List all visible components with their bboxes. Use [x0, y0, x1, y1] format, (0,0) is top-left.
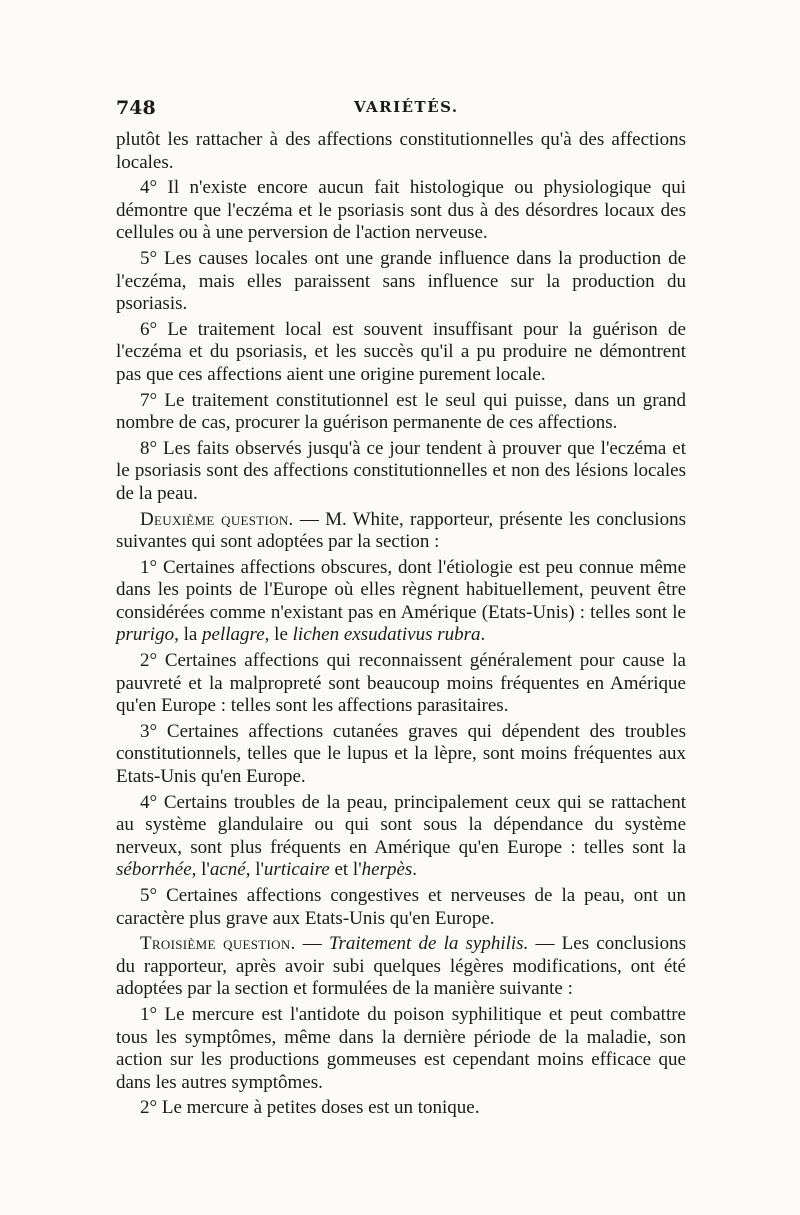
paragraph-item-7: 7° Le traitement constitutionnel est le seul qui puisse, dans un grand nombre de cas, procurer la guérison permanente de ces affections.	[116, 389, 686, 434]
separator: —	[295, 933, 329, 955]
paragraph-conclusion-1	[116, 557, 686, 647]
paragraph-syphilis-2: 2° Le mercure à petites doses est un tonique.	[140, 1097, 480, 1119]
italic-term: lichen exsudativus rubra	[292, 624, 481, 646]
italic-term: prurigo	[116, 624, 175, 646]
italic-term: herpès	[361, 859, 413, 881]
paragraph-text: 1° Certaines affections obscures, dont l'étiologie est peu connue même dans les points de l'Europe où elles règnent habituellement, peuvent être considérées comme n'existant pas en Amérique (Etats-Unis) : telles sont le	[116, 556, 686, 623]
running-head: VARIÉTÉS.	[354, 98, 459, 116]
italic-term: séborrhée	[116, 859, 192, 881]
italic-term: acné	[209, 859, 246, 881]
paragraph-syphilis-1: 1° Le mercure est l'antidote du poison syphilitique et peut combattre tous les symptômes, même dans la dernière période de la maladie, son action sur les productions gommeuses est cependant moins efficace que dans les autres symptômes.	[116, 1003, 686, 1093]
paragraph-item-6: 6° Le traitement local est souvent insuffisant pour la guérison de l'eczéma et du psoriasis, et les succès qu'il a pu produire ne démontrent pas que ces affections aient une origine purement locale.	[116, 318, 686, 385]
section-heading: Deuxième question.	[140, 508, 294, 530]
page-number: 748	[116, 97, 156, 119]
paragraph-item-4: 4° Il n'existe encore aucun fait histologique ou physiologique qui démontre que l'eczéma et le psoriasis sont dus à des désordres locaux des cellules ou à une perversion de l'action nerveuse.	[116, 177, 686, 244]
paragraph-item-5: 5° Les causes locales ont une grande influence dans la production de l'eczéma, mais elles paraissent sans influence sur la production du psoriasis.	[116, 247, 686, 315]
paragraph-conclusion-5: 5° Certaines affections congestives et nerveuses de la peau, ont un caractère plus grave aux Etats-Unis qu'en Europe.	[116, 885, 686, 929]
paragraph-text: — M. White, rapporteur, présente les conclusions suivantes qui sont adoptées par la section :	[116, 508, 686, 553]
separator: , l'	[245, 859, 264, 881]
paragraph-conclusion-3: 3° Certaines affections cutanées graves qui dépendent des troubles constitutionnels, telles que le lupus et la lèpre, sont moins fréquentes aux Etats-Unis qu'en Europe.	[116, 720, 686, 788]
separator: , la	[174, 624, 203, 646]
paragraph-continuation: plutôt les rattacher à des affections constitutionnelles qu'à des affections locales.	[116, 129, 686, 173]
italic-term: pellagre	[202, 624, 265, 646]
page-header	[116, 97, 686, 121]
section-title: Traitement de la syphilis.	[328, 933, 529, 955]
italic-term: urticaire	[263, 859, 330, 881]
paragraph-second-question	[116, 509, 686, 554]
separator: .	[480, 624, 486, 646]
separator: , le	[264, 624, 293, 646]
separator: , l'	[191, 859, 210, 881]
paragraph-third-question	[116, 933, 686, 1001]
paragraph-text: 4° Certains troubles de la peau, principalement ceux qui se rattachent au système glandulaire ou qui sont sous la dépendance du système nerveux, sont plus fréquents en Amérique qu'en Europe : telles sont la	[116, 791, 686, 858]
paragraph-item-8: 8° Les faits observés jusqu'à ce jour tendent à prouver que l'eczéma et le psoriasis sont des affections constitutionnelles et non des lésions locales de la peau.	[116, 437, 686, 504]
section-heading: Troisième question.	[140, 933, 296, 955]
separator: et l'	[329, 859, 362, 881]
paragraph-conclusion-2: 2° Certaines affections qui reconnaissent généralement pour cause la pauvreté et la malpropreté sont beaucoup moins fréquentes en Amérique qu'en Europe : telles sont les affections parasitaires.	[116, 650, 686, 717]
separator: .	[412, 859, 418, 881]
page-body	[116, 129, 686, 1123]
paragraph-conclusion-4	[116, 792, 686, 882]
paragraph-text: — Les conclusions du rapporteur, après avoir subi quelques légères modifications, ont été adoptées par la section et formulées de la manière suivante :	[116, 933, 686, 1000]
